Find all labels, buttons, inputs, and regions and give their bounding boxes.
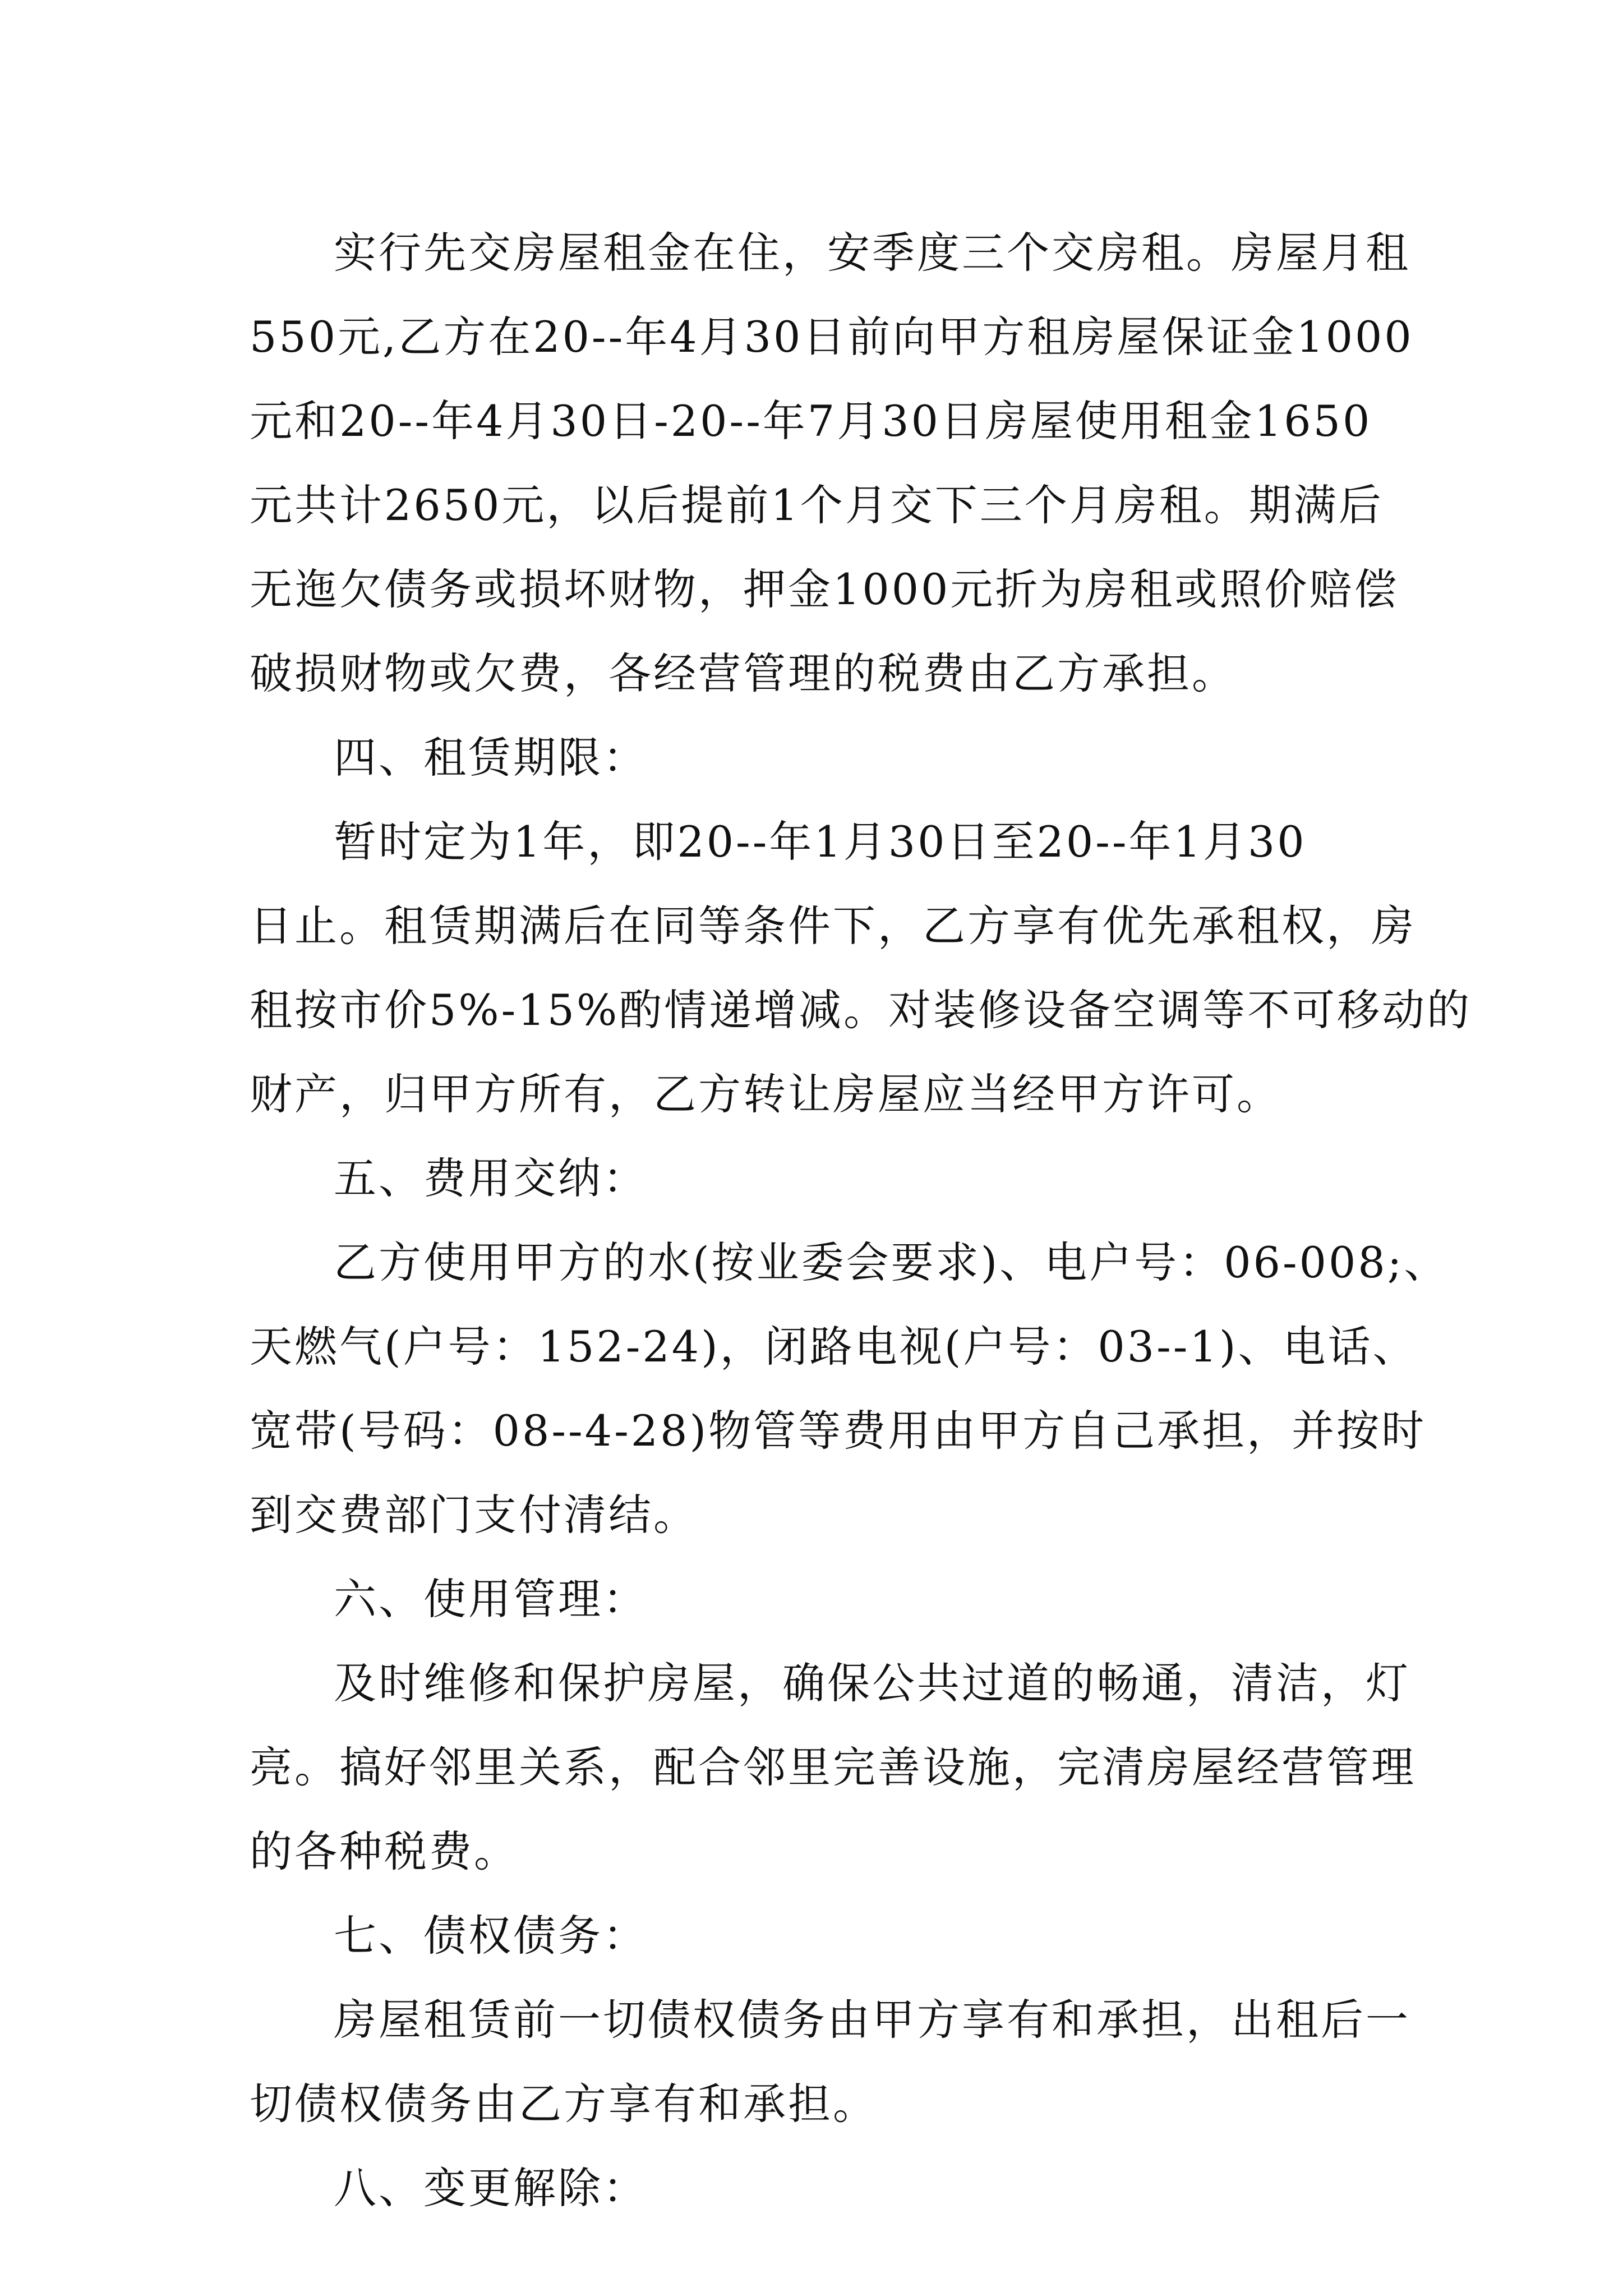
text-line: 破损财物或欠费，各经营管理的税费由乙方承担。 (250, 648, 1237, 698)
text-line: 暂时定为1年，即20--年1月30日至20--年1月30 (334, 817, 1307, 867)
text-line: 宽带(号码：08--4-28)物管等费用由甲方自己承担，并按时 (250, 1406, 1427, 1456)
section-heading: 七、债权债务： (334, 1911, 648, 1961)
section-heading: 八、变更解除： (334, 2163, 648, 2213)
text-line: 550元,乙方在20--年4月30日前向甲方租房屋保证金1000 (250, 312, 1414, 362)
text-line: 元共计2650元，以后提前1个月交下三个月房租。期满后 (250, 480, 1384, 530)
section-heading: 六、使用管理： (334, 1574, 648, 1624)
text-line: 实行先交房屋租金在住，安季度三个交房租。房屋月租 (334, 228, 1410, 278)
text-line: 租按市价5%-15%酌情递增减。对装修设备空调等不可移动的 (250, 985, 1472, 1035)
text-line: 的各种税费。 (250, 1826, 519, 1876)
text-line: 财产，归甲方所有，乙方转让房屋应当经甲方许可。 (250, 1069, 1281, 1119)
document-body (250, 211, 1472, 2230)
text-line: 及时维修和保护房屋，确保公共过道的畅通，清洁，灯 (334, 1658, 1410, 1708)
text-line: 切债权债务由乙方享有和承担。 (250, 2079, 878, 2129)
section-heading: 四、租赁期限： (334, 733, 648, 783)
text-line: 亮。搞好邻里关系，配合邻里完善设施，完清房屋经营管理 (250, 1742, 1416, 1792)
text-line: 到交费部门支付清结。 (250, 1490, 698, 1540)
text-line: 元和20--年4月30日-20--年7月30日房屋使用租金1650 (250, 396, 1372, 446)
text-line: 日止。租赁期满后在同等条件下，乙方享有优先承租权，房 (250, 901, 1416, 951)
text-line: 天燃气(户号：152-24)，闭路电视(户号：03--1)、电话、 (250, 1322, 1418, 1372)
text-line: 房屋租赁前一切债权债务由甲方享有和承担，出租后一 (334, 1995, 1410, 2045)
section-heading: 五、费用交纳： (334, 1153, 648, 1203)
text-line: 无迤欠债务或损坏财物，押金1000元折为房租或照价赔偿 (250, 564, 1399, 614)
text-line: 乙方使用甲方的水(按业委会要求)、电户号：06-008;、 (334, 1237, 1449, 1287)
